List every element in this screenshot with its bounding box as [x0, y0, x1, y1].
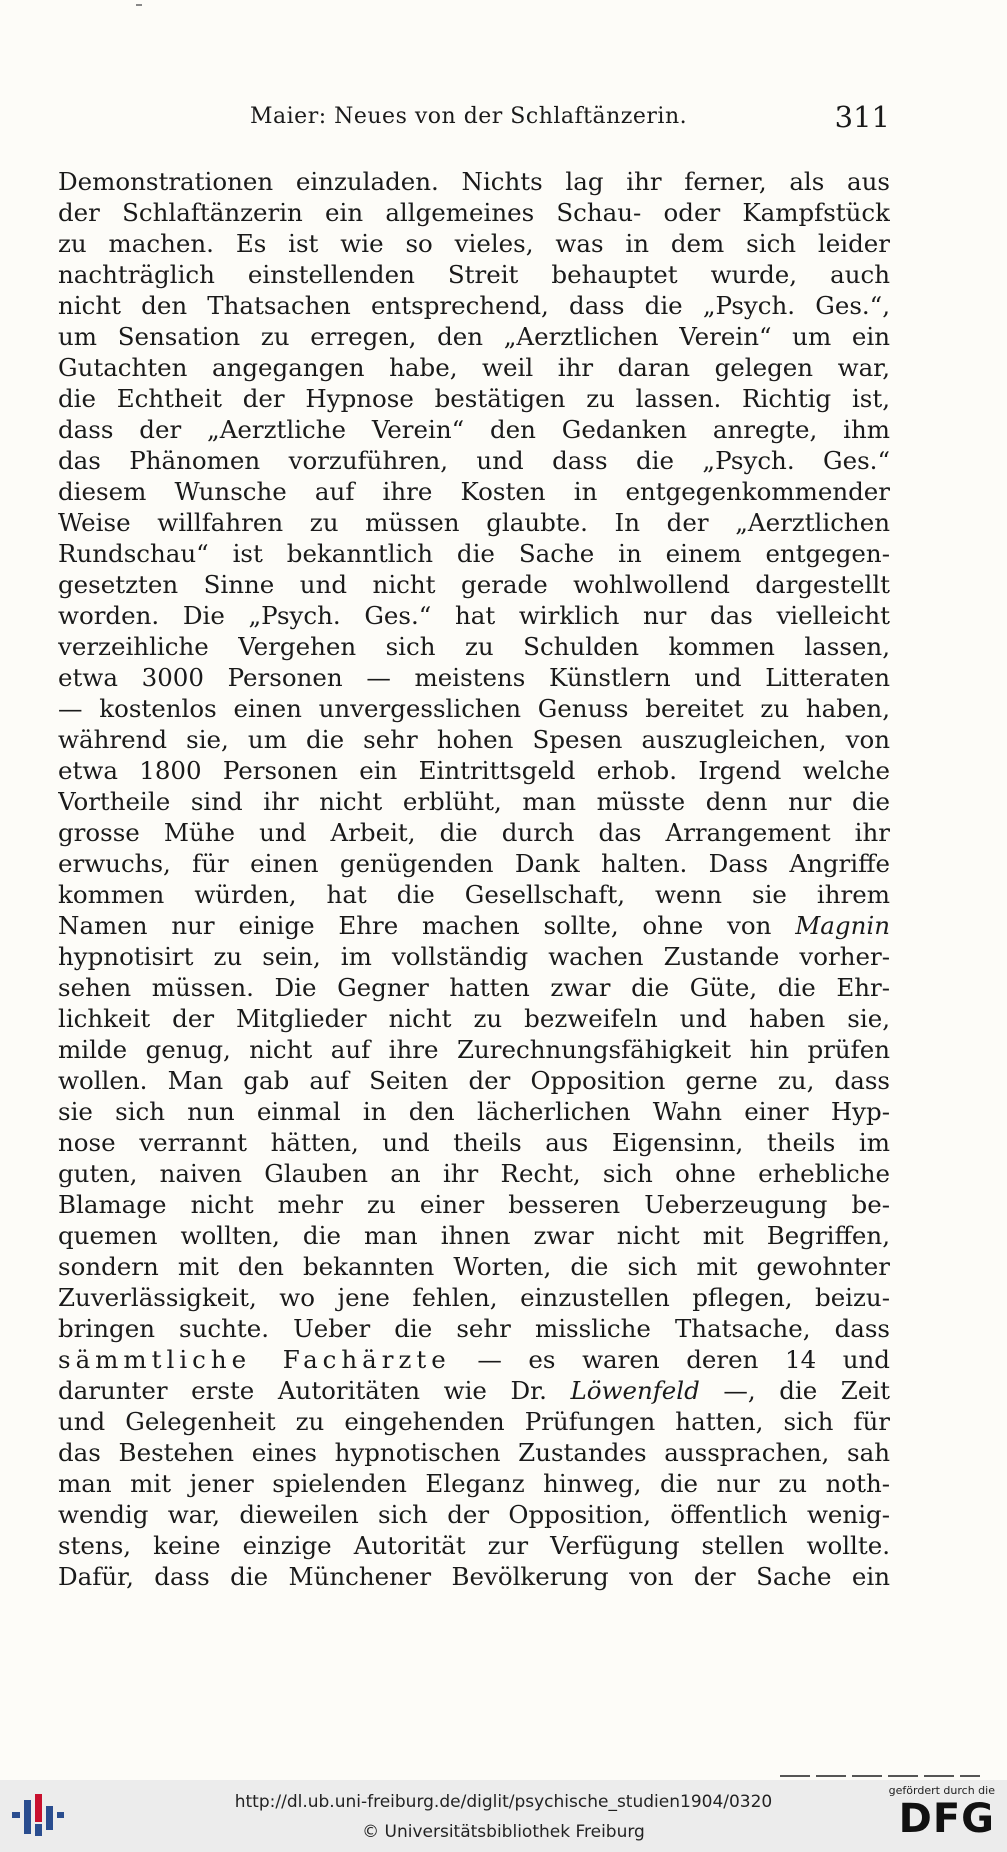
- text-line: und Gelegenheit zu eingehenden Prüfungen hatten, sich für: [58, 1407, 890, 1436]
- text-line: lichkeit der Mitglieder nicht zu bezweifeln und haben sie,: [58, 1004, 890, 1033]
- text-line: kommen würden, hat die Gesellschaft, wenn sie ihrem: [58, 880, 890, 909]
- text-line: der Schlaftänzerin ein allgemeines Schau- oder Kampfstück: [58, 198, 890, 227]
- footer-copyright: © Universitätsbibliothek Freiburg: [362, 1822, 645, 1842]
- text-line: nose verrannt hätten, und theils aus Eigensinn, theils im: [58, 1128, 890, 1157]
- text-line: bringen suchte. Ueber die sehr missliche Thatsache, dass: [58, 1314, 890, 1343]
- text-line: stens, keine einzige Autorität zur Verfügung stellen wollte.: [58, 1531, 890, 1560]
- line-text: Namen nur einige Ehre machen sollte, ohne von: [58, 911, 796, 940]
- body-text: [58, 166, 890, 1592]
- dfg-logo[interactable]: [885, 1784, 995, 1848]
- spaced-emphasis: sämmtliche Fachärzte: [58, 1345, 451, 1374]
- footer-rule: [780, 1775, 980, 1777]
- text-line: grosse Mühe und Arbeit, die durch das Arrangement ihr: [58, 818, 890, 847]
- text-line: Zuverlässigkeit, wo jene fehlen, einzustellen pflegen, beizu-: [58, 1283, 890, 1312]
- text-line: etwa 1800 Personen ein Eintrittsgeld erhob. Irgend welche: [58, 756, 890, 785]
- text-line: gesetzten Sinne und nicht gerade wohlwollend dargestellt: [58, 570, 890, 599]
- text-line: [58, 1375, 890, 1406]
- text-line: quemen wollten, die man ihnen zwar nicht mit Begriffen,: [58, 1221, 890, 1250]
- text-line: Rundschau“ ist bekanntlich die Sache in einem entgegen-: [58, 539, 890, 568]
- text-line: diesem Wunsche auf ihre Kosten in entgegenkommender: [58, 477, 890, 506]
- text-line: worden. Die „Psych. Ges.“ hat wirklich nur das vielleicht: [58, 601, 890, 630]
- text-line: das Bestehen eines hypnotischen Zustandes aussprachen, sah: [58, 1438, 890, 1467]
- italic-name: Magnin: [795, 911, 890, 940]
- text-line: um Sensation zu erregen, den „Aerztlichen Verein“ um ein: [58, 322, 890, 351]
- text-line: wollen. Man gab auf Seiten der Opposition gerne zu, dass: [58, 1066, 890, 1095]
- scan-mark: [136, 4, 142, 6]
- dfg-logo-text: DFG: [898, 1796, 995, 1842]
- text-line: Blamage nicht mehr zu einer besseren Ueberzeugung be-: [58, 1190, 890, 1219]
- text-line: hypnotisirt zu sein, im vollständig wachen Zustande vorher-: [58, 942, 890, 971]
- text-line: sondern mit den bekannten Worten, die sich mit gewohnter: [58, 1252, 890, 1281]
- text-line: milde genug, nicht auf ihre Zurechnungsfähigkeit hin prüfen: [58, 1035, 890, 1064]
- running-title: Maier: Neues von der Schlaftänzerin.: [250, 104, 688, 129]
- running-head: [58, 100, 890, 140]
- footer-bar: [0, 1780, 1007, 1852]
- text-line: zu machen. Es ist wie so vieles, was in dem sich leider: [58, 229, 890, 258]
- text-line: [58, 910, 890, 941]
- text-line: Dafür, dass die Münchener Bevölkerung von der Sache ein: [58, 1562, 890, 1591]
- text-line: verzeihliche Vergehen sich zu Schulden kommen lassen,: [58, 632, 890, 661]
- line-text: darunter erste Autoritäten wie Dr.: [58, 1376, 571, 1405]
- text-line: man mit jener spielenden Eleganz hinweg, die nur zu noth-: [58, 1469, 890, 1498]
- text-line: Vortheile sind ihr nicht erblüht, man müsste denn nur die: [58, 787, 890, 816]
- page-number: 311: [834, 100, 890, 134]
- text-line: sehen müssen. Die Gegner hatten zwar die Güte, die Ehr-: [58, 973, 890, 1002]
- text-line: Weise willfahren zu müssen glaubte. In der „Aerztlichen: [58, 508, 890, 537]
- text-line: nachträglich einstellenden Streit behauptet wurde, auch: [58, 260, 890, 289]
- text-line: nicht den Thatsachen entsprechend, dass die „Psych. Ges.“,: [58, 291, 890, 320]
- text-line: guten, naiven Glauben an ihr Recht, sich ohne erhebliche: [58, 1159, 890, 1188]
- text-line: sie sich nun einmal in den lächerlichen Wahn einer Hyp-: [58, 1097, 890, 1126]
- dfg-note: gefördert durch die: [888, 1784, 995, 1797]
- text-line: Gutachten angegangen habe, weil ihr daran gelegen war,: [58, 353, 890, 382]
- text-line: — kostenlos einen unvergesslichen Genuss bereitet zu haben,: [58, 694, 890, 723]
- text-line: während sie, um die sehr hohen Spesen auszugleichen, von: [58, 725, 890, 754]
- text-line: etwa 3000 Personen — meistens Künstlern und Litteraten: [58, 663, 890, 692]
- line-text: — es waren deren 14 und: [450, 1345, 890, 1374]
- italic-name: Löwenfeld: [570, 1376, 700, 1405]
- line-text: —, die Zeit: [699, 1376, 890, 1405]
- text-line: das Phänomen vorzuführen, und dass die „Psych. Ges.“: [58, 446, 890, 475]
- footer-url-link[interactable]: http://dl.ub.uni-freiburg.de/diglit/psychische_studien1904/0320: [234, 1792, 773, 1812]
- text-line: die Echtheit der Hypnose bestätigen zu lassen. Richtig ist,: [58, 384, 890, 413]
- text-line: Demonstrationen einzuladen. Nichts lag ihr ferner, als aus: [58, 167, 890, 196]
- text-line: wendig war, dieweilen sich der Opposition, öffentlich wenig-: [58, 1500, 890, 1529]
- text-line: erwuchs, für einen genügenden Dank halten. Dass Angriffe: [58, 849, 890, 878]
- text-line: [58, 1344, 890, 1375]
- text-line: dass der „Aerztliche Verein“ den Gedanken anregte, ihm: [58, 415, 890, 444]
